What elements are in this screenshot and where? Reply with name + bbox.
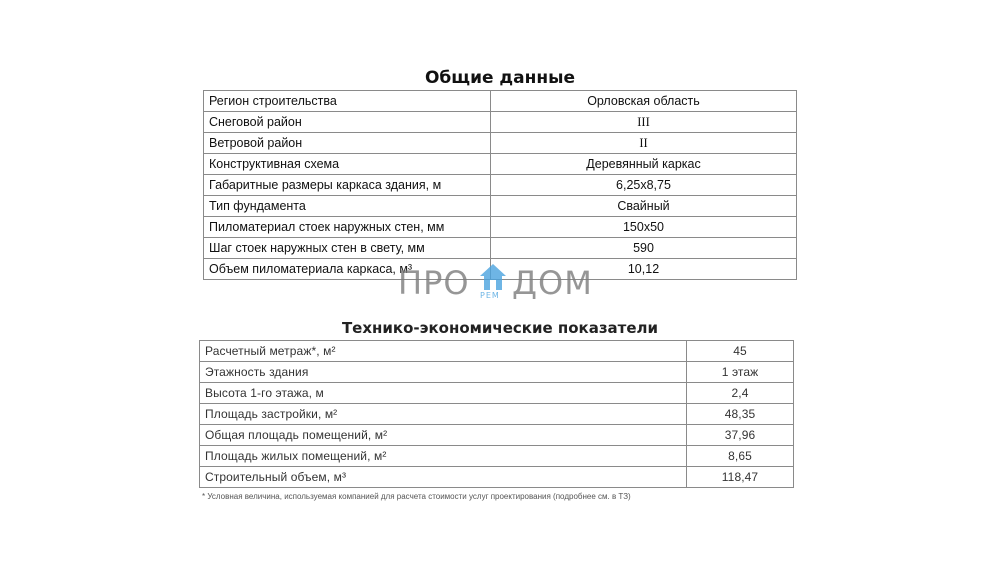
tech-indicators-title: Технико-экономические показатели [341, 319, 659, 337]
table-row [204, 217, 797, 238]
watermark-sub-text: РЕМ [480, 291, 500, 300]
table-row [204, 175, 797, 196]
table-row [200, 341, 794, 362]
row-value: 118,47 [687, 467, 794, 488]
row-label: Строительный объем, м³ [200, 467, 687, 488]
row-label: Регион строительства [204, 91, 491, 112]
row-value: Деревянный каркас [491, 154, 797, 175]
row-label: Этажность здания [200, 362, 687, 383]
table-row [204, 133, 797, 154]
row-value: Свайный [491, 196, 797, 217]
table-row [204, 91, 797, 112]
row-label: Шаг стоек наружных стен в свету, мм [204, 238, 491, 259]
table-row [200, 467, 794, 488]
row-value: 6,25х8,75 [491, 175, 797, 196]
row-label: Расчетный метраж*, м² [200, 341, 687, 362]
general-data-table [203, 90, 797, 280]
row-value: III [491, 112, 797, 133]
watermark-right-text: ДОМ [512, 264, 593, 302]
table-row [204, 154, 797, 175]
table-row [200, 446, 794, 467]
row-label: Площадь жилых помещений, м² [200, 446, 687, 467]
row-label: Конструктивная схема [204, 154, 491, 175]
row-value: II [491, 133, 797, 154]
table-row [200, 425, 794, 446]
row-label: Габаритные размеры каркаса здания, м [204, 175, 491, 196]
row-label: Общая площадь помещений, м² [200, 425, 687, 446]
house-icon [478, 262, 508, 292]
table-row [204, 112, 797, 133]
table-row [200, 404, 794, 425]
row-value: 10,12 [491, 259, 797, 280]
general-data-title: Общие данные [424, 68, 576, 88]
row-label: Площадь застройки, м² [200, 404, 687, 425]
row-label: Пиломатериал стоек наружных стен, мм [204, 217, 491, 238]
row-value: Орловская область [491, 91, 797, 112]
table-row [200, 362, 794, 383]
row-label: Снеговой район [204, 112, 491, 133]
row-value: 48,35 [687, 404, 794, 425]
row-label: Ветровой район [204, 133, 491, 154]
row-value: 590 [491, 238, 797, 259]
row-label: Тип фундамента [204, 196, 491, 217]
table-row [200, 383, 794, 404]
row-value: 45 [687, 341, 794, 362]
footnote: * Условная величина, используемая компанией для расчета стоимости услуг проектирования (подробнее см. в ТЗ) [202, 492, 631, 501]
row-value: 1 этаж [687, 362, 794, 383]
prodom-watermark-logo [398, 262, 602, 306]
tech-indicators-table [199, 340, 794, 488]
row-label: Объем пиломатериала каркаса, м³ [204, 259, 491, 280]
table-row [204, 238, 797, 259]
row-label: Высота 1-го этажа, м [200, 383, 687, 404]
row-value: 8,65 [687, 446, 794, 467]
row-value: 150х50 [491, 217, 797, 238]
row-value: 37,96 [687, 425, 794, 446]
table-row [204, 196, 797, 217]
row-value: 2,4 [687, 383, 794, 404]
watermark-left-text: ПРО [398, 264, 470, 302]
